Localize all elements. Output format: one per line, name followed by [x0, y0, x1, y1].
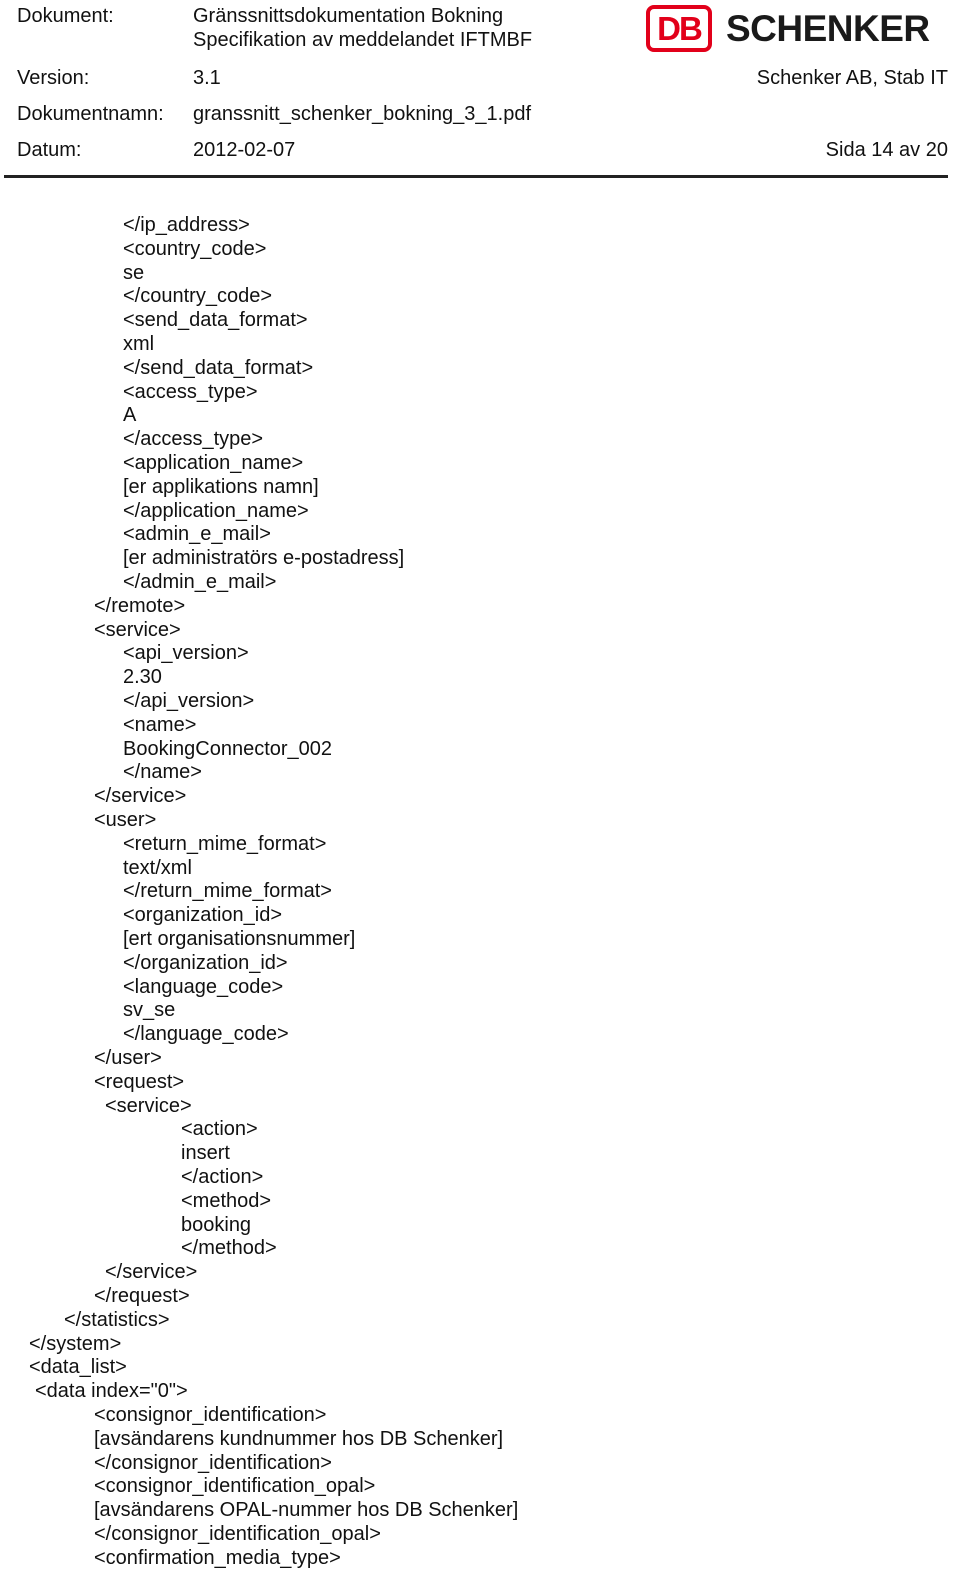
code-line: </service> — [94, 785, 187, 808]
code-line: </consignor_identification> — [94, 1451, 332, 1474]
code-line: </organization_id> — [123, 951, 288, 974]
code-line: A — [123, 404, 137, 427]
code-line: <admin_e_mail> — [123, 523, 271, 546]
datum-value: 2012-02-07 — [193, 139, 296, 161]
code-line: <data index="0"> — [35, 1380, 188, 1403]
db-logo-icon: DB — [646, 5, 712, 52]
code-line: xml — [123, 333, 155, 355]
code-line: </ip_address> — [123, 214, 250, 236]
code-line: </consignor_identification_opal> — [94, 1523, 381, 1545]
code-line: [er administratörs e-postadress] — [123, 547, 405, 570]
code-line: </name> — [123, 761, 202, 784]
code-line: [avsändarens kundnummer hos DB Schenker] — [94, 1427, 504, 1450]
code-line: <application_name> — [123, 452, 304, 474]
code-line: </return_mime_format> — [123, 880, 332, 903]
code-line: </method> — [181, 1237, 277, 1260]
code-line: </user> — [94, 1047, 162, 1069]
code-line: BookingConnector_002 — [123, 737, 333, 760]
code-line: <country_code> — [123, 237, 267, 260]
page-number: Sida 14 av 20 — [825, 139, 948, 161]
code-line: </admin_e_mail> — [123, 571, 277, 593]
code-line: </remote> — [94, 594, 186, 617]
code-line: <consignor_identification> — [94, 1404, 327, 1426]
code-line: <return_mime_format> — [123, 832, 327, 855]
dokumentnamn-label: Dokumentnamn: — [17, 103, 164, 125]
code-line: </country_code> — [123, 285, 272, 308]
version-value: 3.1 — [193, 67, 221, 89]
code-line: text/xml — [123, 856, 192, 879]
code-line: 2.30 — [123, 666, 162, 689]
document-title-line2: Specifikation av meddelandet IFTMBF — [193, 29, 533, 51]
code-line: </access_type> — [123, 428, 264, 451]
code-line: sv_se — [123, 999, 176, 1022]
code-line: <user> — [94, 809, 157, 831]
code-line: <consignor_identification_opal> — [94, 1475, 376, 1498]
code-line: <confirmation_media_type> — [94, 1546, 341, 1569]
code-line: </statistics> — [64, 1308, 170, 1331]
dokument-label: Dokument: — [17, 5, 114, 27]
code-line: booking — [181, 1213, 252, 1236]
db-schenker-logo — [646, 5, 930, 52]
datum-label: Datum: — [17, 139, 82, 161]
code-line: </language_code> — [123, 1023, 289, 1046]
code-line: [avsändarens OPAL-nummer hos DB Schenker] — [94, 1499, 519, 1522]
document-title-line1: Gränssnittsdokumentation Bokning — [193, 5, 504, 27]
code-line: [er applikations namn] — [123, 475, 319, 498]
code-line: </api_version> — [123, 690, 255, 712]
code-line: <api_version> — [123, 642, 249, 665]
schenker-wordmark: SCHENKER — [726, 8, 930, 49]
code-line: </request> — [94, 1285, 190, 1307]
company-name: Schenker AB, Stab IT — [756, 67, 948, 89]
code-line: </service> — [105, 1261, 198, 1284]
version-label: Version: — [17, 67, 90, 89]
dokumentnamn-value: granssnitt_schenker_bokning_3_1.pdf — [193, 103, 532, 125]
code-line: [ert organisationsnummer] — [123, 928, 356, 950]
code-line: <language_code> — [123, 975, 284, 998]
code-line: </action> — [181, 1166, 264, 1188]
code-line: insert — [181, 1142, 230, 1165]
code-line: se — [123, 261, 145, 284]
code-line: <service> — [105, 1094, 192, 1117]
code-line: </system> — [29, 1332, 122, 1355]
code-line: </send_data_format> — [123, 356, 314, 379]
code-line: <data_list> — [29, 1356, 127, 1379]
code-line: <method> — [181, 1189, 272, 1212]
code-line: <send_data_format> — [123, 309, 308, 332]
code-line: <name> — [123, 713, 197, 736]
code-line: <service> — [94, 618, 181, 641]
code-line: <access_type> — [123, 380, 258, 403]
code-line: </application_name> — [123, 499, 309, 522]
code-line: <action> — [181, 1118, 258, 1141]
header-divider — [4, 175, 948, 178]
code-line: <request> — [94, 1070, 185, 1093]
code-line: <organization_id> — [123, 904, 283, 927]
